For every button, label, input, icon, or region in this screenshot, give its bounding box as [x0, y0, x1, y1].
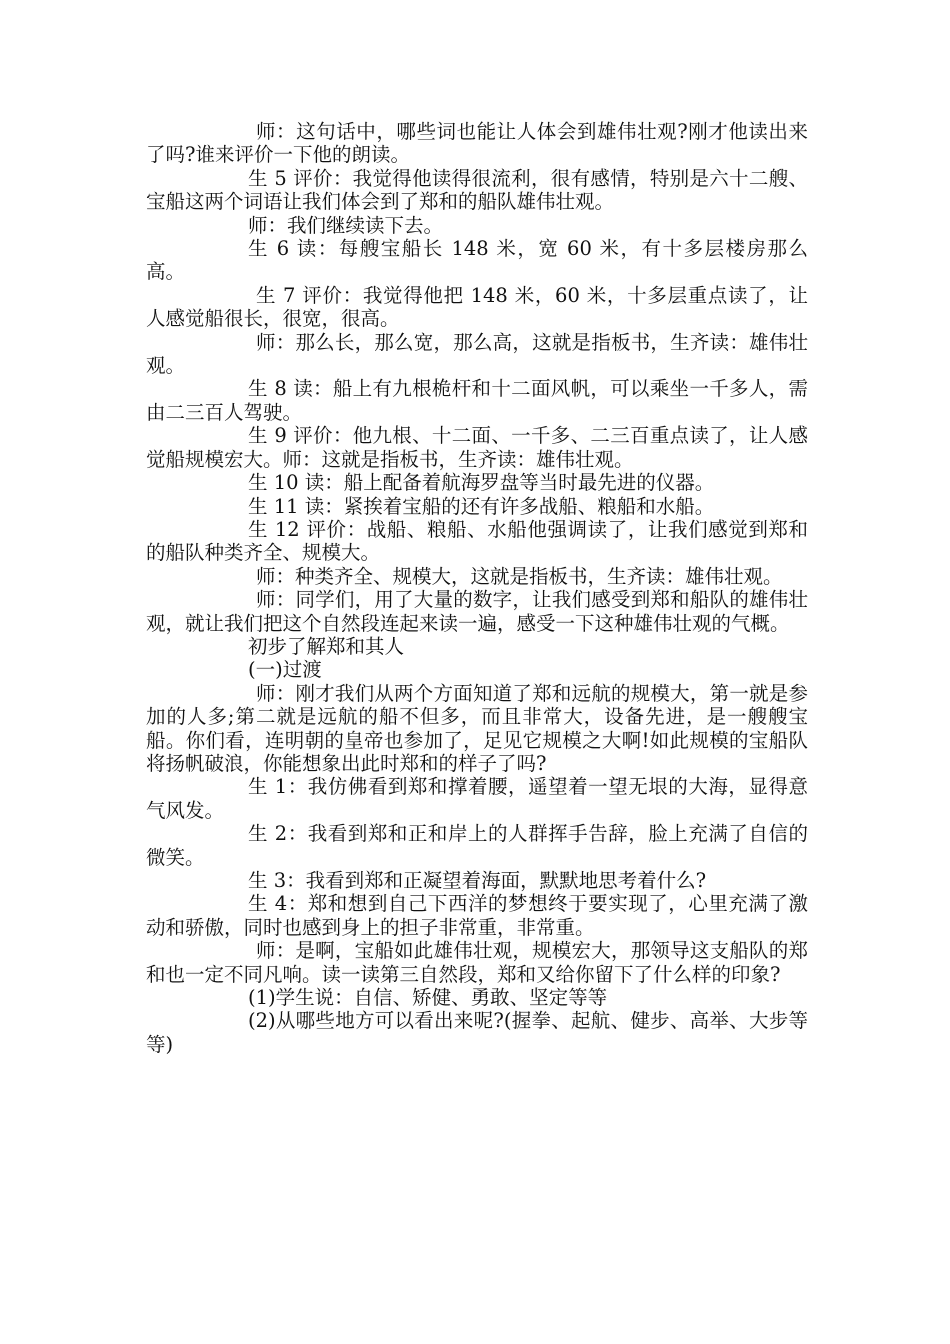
- paragraph: 师：种类齐全、规模大，这就是指板书，生齐读：雄伟壮观。: [256, 564, 783, 588]
- list-item: (1)学生说：自信、矫健、勇敢、坚定等等: [248, 986, 608, 1010]
- paragraph: 生 11 读：紧挨着宝船的还有许多战船、粮船和水船。: [248, 494, 715, 518]
- document-body: [146, 120, 808, 1056]
- paragraph: 生 8 读：船上有九根桅杆和十二面风帆，可以乘坐一千多人，需由二三百人驾驶。: [146, 377, 808, 424]
- paragraph: 生 7 评价：我觉得他把 148 米，60 米，十多层重点读了，让人感觉船很长，很宽，很高。: [146, 283, 808, 331]
- paragraph: 生 12 评价：战船、粮船、水船他强调读了，让我们感觉到郑和的船队种类齐全、规模大。: [146, 517, 808, 565]
- paragraph: 生 1：我仿佛看到郑和撑着腰，遥望着一望无垠的大海，显得意气风发。: [146, 775, 808, 822]
- list-item: (2)从哪些地方可以看出来呢?(握拳、起航、健步、高举、大步等等): [146, 1009, 808, 1056]
- paragraph: 师：我们继续读下去。: [248, 213, 444, 237]
- section-heading: 初步了解郑和其人: [248, 634, 405, 658]
- paragraph: 生 3：我看到郑和正凝望着海面，默默地思考着什么?: [248, 869, 707, 892]
- paragraph: 生 4：郑和想到自己下西洋的梦想终于要实现了，心里充满了激动和骄傲，同时也感到身上的担子非常重，非常重。: [146, 892, 808, 939]
- paragraph: 生 9 评价：他九根、十二面、一千多、二三百重点读了，让人感觉船规模宏大。师：这就是指板书，生齐读：雄伟壮观。: [146, 424, 808, 471]
- paragraph: 师：同学们，用了大量的数字，让我们感受到郑和船队的雄伟壮观，就让我们把这个自然段连起来读一遍，感受一下这种雄伟壮观的气概。: [146, 588, 808, 635]
- paragraph: 生 2：我看到郑和正和岸上的人群挥手告辞，脸上充满了自信的微笑。: [146, 822, 808, 869]
- paragraph: 生 5 评价：我觉得他读得很流利，很有感情，特别是六十二艘、宝船这两个词语让我们体会到了郑和的船队雄伟壮观。: [146, 166, 808, 214]
- paragraph: 生 10 读：船上配备着航海罗盘等当时最先进的仪器。: [248, 471, 715, 495]
- subsection-heading: (一)过渡: [248, 658, 322, 682]
- paragraph: 师：是啊，宝船如此雄伟壮观，规模宏大，那领导这支船队的郑和也一定不同凡响。读一读第三自然段，郑和又给你留下了什么样的印象?: [146, 939, 808, 986]
- paragraph: 生 6 读：每艘宝船长 148 米，宽 60 米，有十多层楼房那么高。: [146, 237, 808, 284]
- paragraph: 师：刚才我们从两个方面知道了郑和远航的规模大，第一就是参加的人多;第二就是远航的船不但多，而且非常大，设备先进，是一艘艘宝船。你们看，连明朝的皇帝也参加了，足见它规模之大啊!如此规模的宝船队将扬帆破浪，你能想象出此时郑和的样子了吗?: [146, 681, 808, 775]
- paragraph: 师：那么长，那么宽，那么高，这就是指板书，生齐读：雄伟壮观。: [146, 330, 808, 378]
- paragraph: 师：这句话中，哪些词也能让人体会到雄伟壮观?刚才他读出来了吗?谁来评价一下他的朗读。: [146, 120, 808, 167]
